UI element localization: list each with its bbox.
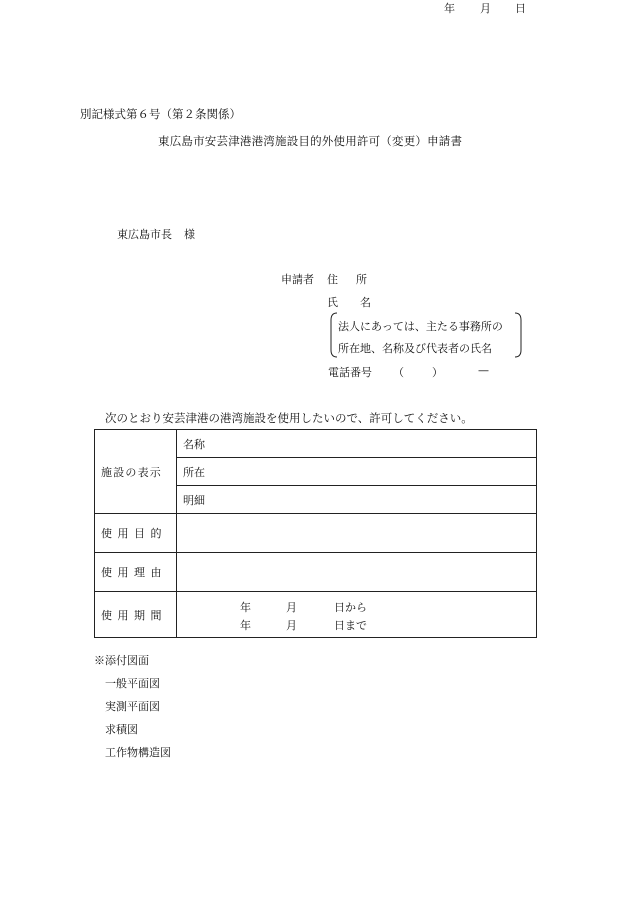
- name-label-part1: 氏: [327, 296, 338, 309]
- phone-dash: —: [478, 364, 489, 377]
- facility-details-cell: 明細: [177, 486, 537, 514]
- address-label: [327, 271, 367, 287]
- period-header: 使用期間: [95, 592, 177, 638]
- period-start-day: 日から: [334, 600, 367, 614]
- period-start-line: [183, 597, 530, 615]
- facility-name-cell: 名称: [177, 430, 537, 458]
- phone-area-close: ）: [432, 366, 443, 379]
- intro-text: 次のとおり安芸津港の港湾施設を使用したいので、許可してください。: [105, 411, 473, 425]
- period-start-month: 月: [286, 600, 297, 614]
- table-row: [95, 430, 537, 458]
- document-title: 東広島市安芸津港港湾施設目的外使用許可（変更）申請書: [158, 134, 463, 148]
- name-label-part2: 名: [360, 296, 371, 309]
- date-year: 年: [444, 2, 455, 15]
- period-end-month: 月: [286, 618, 297, 632]
- table-row: [95, 592, 537, 638]
- period-start-year: 年: [240, 600, 251, 614]
- addressee: [117, 226, 195, 242]
- facility-header: 施設の表示: [95, 430, 177, 514]
- name-label: [327, 294, 371, 310]
- address-label-part2: 所: [356, 273, 367, 286]
- address-label-part1: 住: [327, 273, 338, 286]
- period-end-line: [183, 615, 530, 633]
- phone-area-open: （: [393, 366, 404, 379]
- purpose-header: 使用目的: [95, 514, 177, 553]
- date-day: 日: [515, 2, 526, 15]
- addressee-honorific: 様: [184, 228, 195, 241]
- period-cell: [177, 592, 537, 638]
- table-row: [95, 514, 537, 553]
- date-month: 月: [480, 2, 491, 15]
- phone-label: 電話番号: [328, 366, 372, 379]
- facility-location-cell: 所在: [177, 458, 537, 486]
- attachment-item: 工作物構造図: [105, 746, 171, 759]
- attachment-item: 求積図: [105, 723, 138, 736]
- attachment-item: 実測平面図: [105, 700, 160, 713]
- attachment-item: 一般平面図: [105, 677, 160, 690]
- applicant-label: 申請者: [281, 273, 314, 286]
- corporate-note-line1: 法人にあっては、主たる事務所の: [338, 320, 503, 333]
- reason-header: 使用理由: [95, 553, 177, 592]
- purpose-cell: [177, 514, 537, 553]
- period-end-day: 日まで: [334, 618, 367, 632]
- addressee-name: 東広島市長: [117, 228, 172, 241]
- reason-cell: [177, 553, 537, 592]
- application-table: [94, 429, 537, 638]
- corporate-note-line2: 所在地、名称及び代表者の氏名: [338, 342, 492, 355]
- attachments-title: ※添付図面: [94, 654, 149, 667]
- form-number: 別記様式第６号（第２条関係）: [80, 107, 241, 121]
- table-row: [95, 553, 537, 592]
- period-end-year: 年: [240, 618, 251, 632]
